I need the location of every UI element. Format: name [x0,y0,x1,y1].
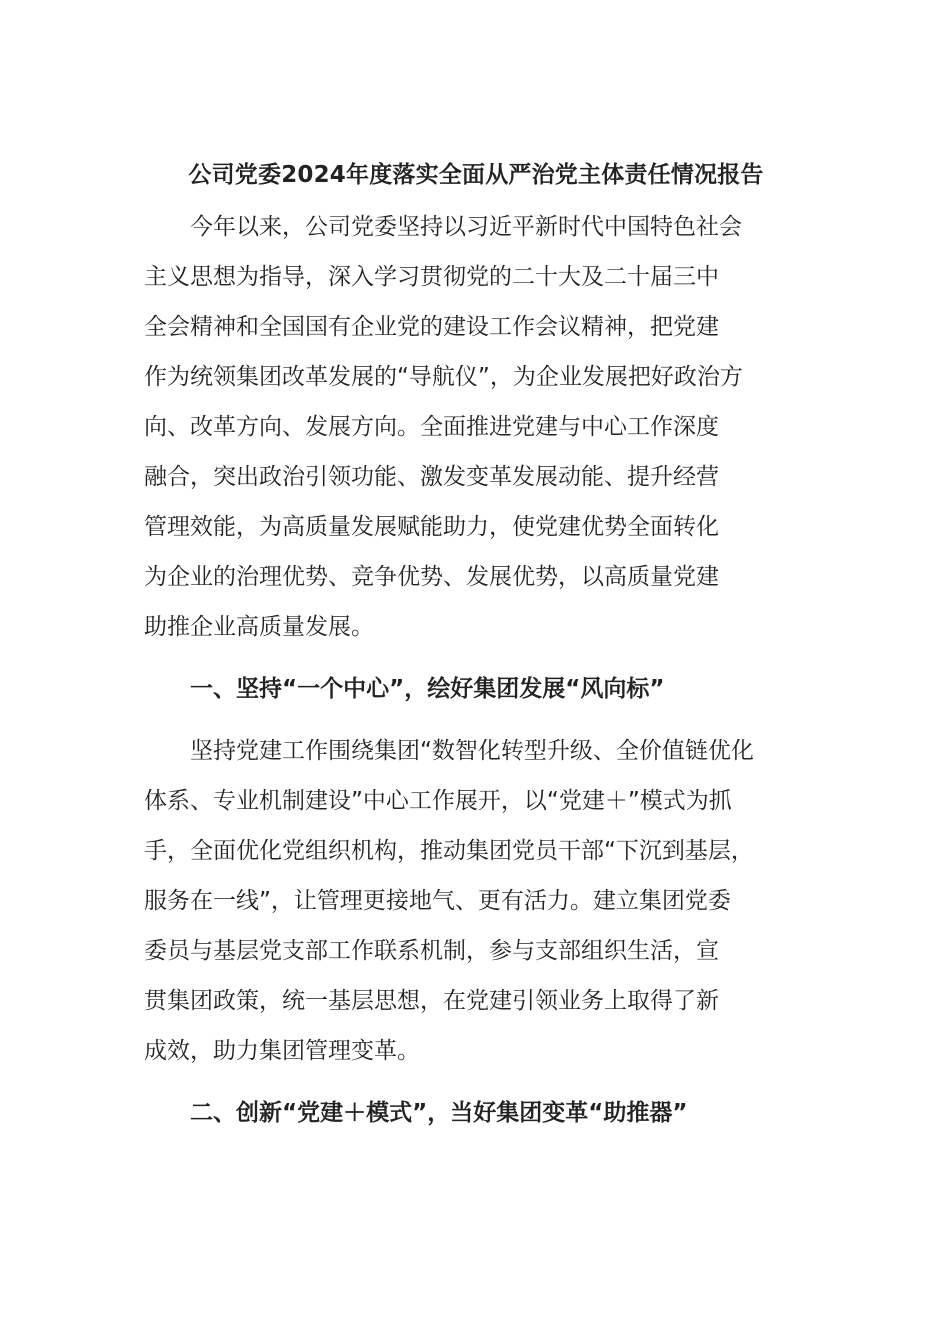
intro-line: 全会精神和全国国有企业党的建设工作会议精神，把党建 [144,314,719,340]
document-title: 公司党委2024年度落实全面从严治党主体责任情况报告 [188,162,764,188]
intro-line: 管理效能，为高质量发展赋能助力，使党建优势全面转化 [144,514,719,540]
intro-line: 今年以来，公司党委坚持以习近平新时代中国特色社会 [190,214,742,240]
intro-line: 融合，突出政治引领功能、激发变革发展动能、提升经营 [144,464,719,490]
section-1-line: 服务在一线”，让管理更接地气、更有活力。建立集团党委 [144,888,731,914]
section-1-line: 成效，助力集团管理变革。 [144,1038,420,1064]
section-1-line: 委员与基层党支部工作联系机制，参与支部组织生活，宣 [144,938,719,964]
section-1-paragraph [144,726,808,1076]
section-1-heading: 一、坚持“一个中心”，绘好集团发展“风向标” [190,676,665,702]
section-1-line: 坚持党建工作围绕集团“数智化转型升级、全价值链优化 [190,738,754,764]
intro-line: 为企业的治理优势、竞争优势、发展优势，以高质量党建 [144,564,719,590]
intro-paragraph [144,202,808,652]
section-1-line: 手，全面优化党组织机构，推动集团党员干部“下沉到基层， [144,838,754,864]
section-2-heading: 二、创新“党建＋模式”，当好集团变革“助推器” [190,1100,688,1126]
document-body [144,148,808,1138]
intro-line: 向、改革方向、发展方向。全面推进党建与中心工作深度 [144,414,719,440]
spacer [144,652,808,664]
intro-line: 作为统领集团改革发展的“导航仪”，为企业发展把好政治方 [144,364,743,390]
spacer [144,714,808,726]
intro-line: 助推企业高质量发展。 [144,614,374,640]
section-1-line: 贯集团政策，统一基层思想，在党建引领业务上取得了新 [144,988,719,1014]
intro-line: 主义思想为指导，深入学习贯彻党的二十大及二十届三中 [144,264,719,290]
spacer [144,1076,808,1088]
section-1-line: 体系、专业机制建设”中心工作展开，以“党建＋”模式为抓 [144,788,732,814]
